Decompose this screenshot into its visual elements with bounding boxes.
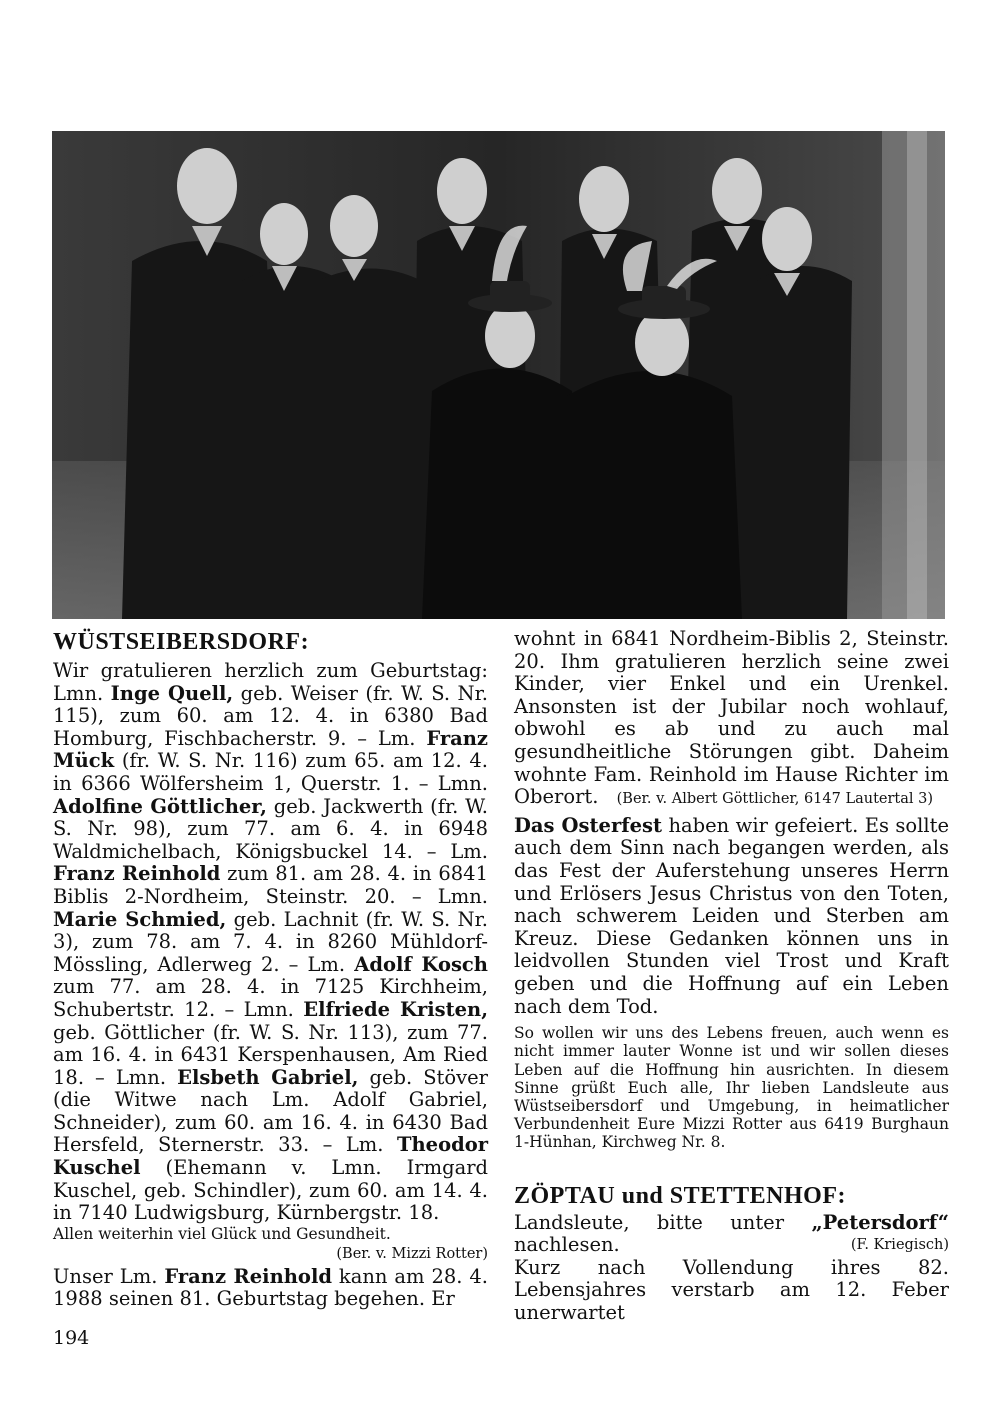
group-photo-image <box>52 131 945 619</box>
celebrant-details: (Ehemann v. Lmn. Irmgard Kuschel, geb. Schindler), zum 60. am 14. 4. in 7140 Ludwigsburg, Kürnbergstr. 18. <box>53 1156 488 1225</box>
petersdorf-note <box>514 1212 949 1257</box>
reinhold-paragraph-continued <box>514 628 949 811</box>
wishes-line: Allen weiterhin viel Glück und Gesundheit. <box>53 1224 391 1243</box>
easter-title: Das Osterfest <box>514 813 662 837</box>
celebrant-details: zum 81. am 28. 4. in 6841 Biblis 2-Nordheim, Steinstr. 20. – Lmn. <box>53 862 488 908</box>
reinhold-paragraph <box>53 1266 488 1311</box>
paragraph-text: wohnt in 6841 Nordheim-Biblis 2, Steinstr. 20. Ihm gratulieren herzlich seine zwei Kinder, vier Enkel und ein Urenkel. Ansonsten ist der Jubilar noch wohlauf, obwohl es ab und zu auch mal gesundheitliche Störungen gibt. Daheim wohnte Fam. Reinhold im Hause Richter im Oberort. <box>514 627 949 809</box>
section-heading-wuestseibersdorf: WÜSTSEIBERSDORF: <box>53 629 310 655</box>
left-column <box>53 628 488 1311</box>
celebrant-name: Adolf Kosch <box>354 952 488 976</box>
intro-text: Wir gratulieren herzlich zum Geburtstag: Lmn. <box>53 659 488 705</box>
celebrant-name: Franz Reinhold <box>164 1264 332 1288</box>
report-source: (F. Kriegisch) <box>850 1237 949 1254</box>
celebrant-name: Marie Schmied, <box>53 907 227 931</box>
obituary-paragraph: Kurz nach Vollendung ihres 82. Lebensjahres verstarb am 12. Feber unerwartet <box>514 1255 949 1324</box>
celebrant-details: geb. Göttlicher (fr. W. S. Nr. 113), zum 77. am 16. 4. in 6431 Kerspenhausen, Am Ried 18. – Lmn. <box>53 1020 488 1089</box>
page-number: 194 <box>53 1327 90 1349</box>
celebrant-name: Theodor Kuschel <box>53 1133 488 1180</box>
place-name: „Petersdorf“ <box>811 1210 950 1234</box>
paragraph-text: Landsleute, bitte unter <box>514 1210 785 1234</box>
paragraph-text: Unser Lm. <box>53 1264 158 1288</box>
celebrant-details: zum 77. am 28. 4. in 7125 Kirchheim, Schubertstr. 12. – Lmn. <box>53 975 488 1021</box>
celebrant-name: Franz Reinhold <box>53 862 221 886</box>
paragraph-text: haben wir gefeiert. Es sollte auch dem Sinn nach begangen werden, als das Fest der Auferstehung unseres Herrn und Erlösers Jesus Christus von den Toten, nach schwerem Leiden und Sterben am Kreuz. Diese Gedanken können uns in leidvollen Stunden viel Trost und Kraft geben und die Hoffnung auf ein Leben nach dem Tod. <box>514 813 950 1018</box>
celebrant-details: geb. Stöver (die Witwe nach Lm. Adolf Gabriel, Schneider), zum 60. am 16. 4. in 6430 Bad Hersfeld, Sternerstr. 33. – Lm. <box>53 1065 489 1157</box>
easter-greeting: So wollen wir uns des Lebens freuen, auch wenn es nicht immer lauter Wonne ist und wir sollen dieses Leben auf die Hoffnung hin ausrichten. In diesem Sinne grüßt Euch alle, Ihr lieben Landsleute aus Wüstseibersdorf und Umgebung, in heimatlicher Verbundenheit Eure Mizzi Rotter aus 6419 Burghaun 1-Hünhan, Kirchweg Nr. 8. <box>514 1024 949 1152</box>
report-source: (Ber. v. Albert Göttlicher, 6147 Lautertal 3) <box>616 791 934 808</box>
paragraph-text: kann am 28. 4. 1988 seinen 81. Geburtstag begehen. Er <box>53 1264 489 1311</box>
easter-paragraph <box>514 815 949 1018</box>
celebrant-name: Adolfine Göttlicher, <box>53 794 267 818</box>
celebrant-details: geb. Weiser (fr. W. S. Nr. 115), zum 60. am 12. 4. in 6380 Bad Homburg, Fischbacherstr. 9. – Lm. <box>53 681 488 750</box>
celebrant-name: Elfriede Kristen, <box>303 997 488 1021</box>
celebrant-name: Franz Mück <box>53 726 488 773</box>
celebrant-details: geb. Jackwerth (fr. W. S. Nr. 98), zum 77. am 6. 4. in 6948 Waldmichelbach, Königsbuckel 14. – Lm. <box>53 794 488 863</box>
celebrant-details: geb. Lachnit (fr. W. S. Nr. 3), zum 78. am 7. 4. in 8260 Mühldorf-Mössling, Adlerweg 2. – Lm. <box>53 907 488 976</box>
right-column <box>514 628 949 1324</box>
birthday-list <box>53 660 488 1225</box>
group-photo <box>52 131 945 619</box>
paragraph-text: nachlesen. <box>514 1233 620 1257</box>
report-source: (Ber. v. Mizzi Rotter) <box>336 1246 488 1263</box>
celebrant-name: Inge Quell, <box>110 681 234 705</box>
section-heading-zoeptau: ZÖPTAU und STETTENHOF: <box>514 1182 846 1209</box>
celebrant-name: Elsbeth Gabriel, <box>177 1065 359 1089</box>
celebrant-details: (fr. W. S. Nr. 116) zum 65. am 12. 4. in 6366 Wölfersheim 1, Querstr. 1. – Lmn. <box>53 749 488 795</box>
